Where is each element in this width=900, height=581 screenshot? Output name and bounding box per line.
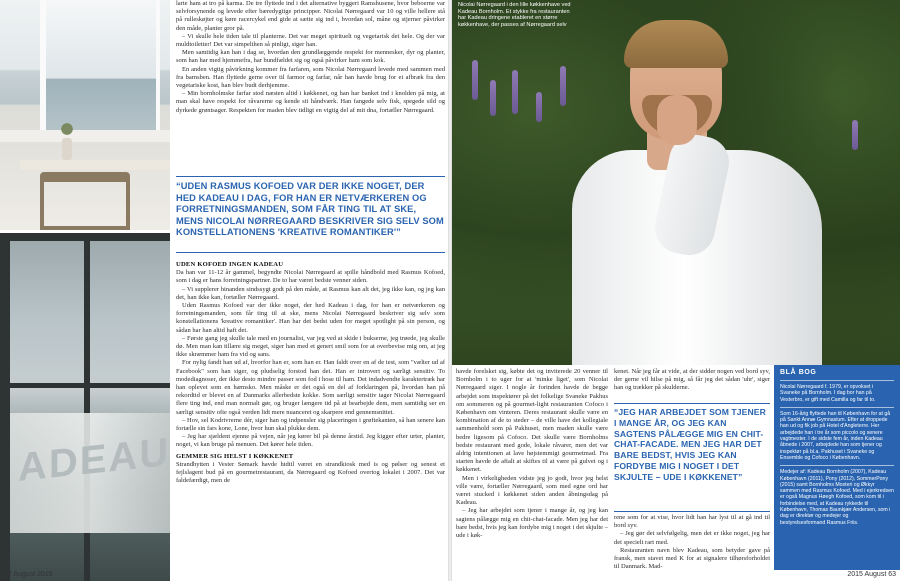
paragraph: Men i virkeligheden vidste jeg jo godt, hvor jeg helst ville være, fortæller Nørregaard, som med egne ord har været stucked i køkkenet siden anden åbningsdag på Kadeau.: [456, 474, 608, 507]
paragraph: – Jeg har arbejdet som tjener i mange år, og jeg kan sagtens pålægge mig en chit-chat-facade. Men jeg har det bare bedst, hvis jeg kan fordybe mig i noget i det skjulte – ude i køk-: [456, 507, 608, 540]
sign-letters: ADEAU: [18, 429, 170, 491]
paragraph: – Jeg har sjældent ejenne på vejen, når jeg kører bil på denne årstid. Jeg kigger efter urter, planter, noget, vi kan bruge på menuen. Det kører hele tiden.: [176, 433, 445, 449]
article-column-right-b-top: [614, 368, 770, 402]
lavender-stem: [472, 60, 478, 100]
bio-sidebar: [774, 365, 900, 570]
pull-quote-left: “UDEN RASMUS KOFOED VAR DER IKKE NOGET, DER HED KADEAU I DAG, FOR HAN ER NETVÆRKEREN OG FORRETNINGSMANDEN, SOM FÅR TING TIL AT SKE, MENS NICOLAI NØRREGAARD BESKRIVER SIG SELV SOM KONSTELLATIONENS 'KREATIVE ROMANTIKER'”: [176, 181, 444, 238]
article-column-right-a: [456, 368, 608, 572]
bio-item: Som 16-årig flyttede han til København for at gå på Sankt Annæ Gymnasium. Efter at droppede han ud og fik job på Hotel d'Angleterre. Her arbejdede han i tre år som piccolo og senere vagtmester. I de sidste fem år, inden Kadeau åbnede i 2007, arbejdede han som tjener og inspektør på bl.a. Pakhuset i Svaneke og Ensemble og Cofoco i København.: [780, 410, 891, 461]
article-column-right-b-bottom: [614, 514, 770, 572]
photo-caption: Nicolai Nørregaard i den lille køkkenhave ved Kadeau Bornholm. Et stykke fra restauranten har Kadeau dringene etableret en større køkkenhave, der passes af Nørregaard selv: [458, 2, 571, 28]
pull-quote-rule: [614, 403, 770, 404]
window-pane: [40, 0, 160, 130]
paragraph: – Jeg gør det selvfølgelig, men det er ikke noget, jeg har det specielt rart med.: [614, 530, 770, 546]
paragraph: – Min bornholmske farfar stod næsten altid i køkkenet, og han har banket ind i knolden på mig, at man skal have respekt for råvarerne og kende sit håndværk. Han fangede selv fisk, spegede sild og dyrkede grøntsager. Respekten for maden blev tidligt en vigtig del af mit dna, fortæller Nørregaard.: [176, 90, 445, 114]
vase: [62, 138, 72, 160]
table: [20, 160, 170, 170]
paragraph: Men samtidig kan han i dag se, hvordan den grundlæggende respekt for mennesker, dyr og planter, som han har med hjemmefra, har bundfældet sig og også påvirker ham som kok.: [176, 49, 445, 65]
pull-quote-rule: [176, 252, 445, 253]
bio-rule: [780, 465, 894, 466]
lavender-stem: [512, 70, 518, 114]
section-heading: UDEN KOFOED INGEN KADEAU: [176, 261, 284, 268]
kadeau-sign-photo: [0, 233, 170, 581]
paragraph: Uden Rasmus Kofoed var der ikke noget, der hed Kadeau i dag, for han er netværkeren og forretningsmanden, som får ting til at ske, mens Nicolai Nørregaard beskriver sig selv som konstellationens 'kreative romantiker'. Han har det bedst uden for meget spotlight på sin person, og sådan har han altid haft det.: [176, 302, 445, 334]
pull-quote-rule: [614, 511, 770, 512]
left-page: [0, 0, 448, 581]
paragraph: rene som for at vise, hvor lidt han har lyst til at gå ind til bord syv.: [614, 514, 770, 530]
bio-rule: [780, 407, 894, 408]
lavender-stem: [490, 80, 496, 116]
article-column-left-bottom: [176, 258, 445, 572]
chair: [40, 172, 130, 230]
chef-hair: [624, 20, 728, 68]
right-page: [452, 0, 900, 581]
paragraph: larte ham at tro på karma. De tre flyttede ind i det alternative byggeri Ramshusene, hvor beboerne var selvforsynende og levede efter bæredygtige principper. Nicolai Nørregaard var 10 og ville hellere stå på rulleskøjter og køre racercykel end gide at sætte sig ind i, hvordan sol, måne og stjerner påvirker den måde, planter gror på.: [176, 0, 445, 32]
paragraph: – Første gang jeg skulle tale med en journalist, var jeg ved at skide i bukserne, jeg trøede, jeg skulle dø. Men man kan tillære sig meget, siger han med et genert smil som for at overbevise mig om, at jeg ikke skræmmer ham fra vid og sans.: [176, 334, 445, 359]
paragraph: Strandhytten i Vester Sømark havde hidtil været en strandkiosk med is og pølser og senest et fejlslagent bud på en gourmetrestaurant, da Nørregaard og Kofoed overtog lokalet i 2007. Det var faldefærdigt, men de: [176, 460, 445, 485]
window-frame: [0, 383, 170, 388]
pull-quote-rule: [176, 176, 445, 177]
paragraph: – Vi supplerer hinanden sindssygt godt på den måde, at Rasmus kan alt det, jeg ikke kan, og jeg kan det, han ikke kan, fortæller Nørregaard.: [176, 285, 445, 301]
article-column-left-top: [176, 0, 445, 172]
window-frame: [0, 233, 10, 581]
lavender-stem: [536, 92, 542, 122]
window-frame: [0, 233, 170, 241]
page-number-right: 2015 August 63: [847, 571, 896, 578]
pull-quote-right: “JEG HAR ARBEJDET SOM TJENER I MANGE ÅR, OG JEG KAN SAGTENS PÅLÆGGE MIG EN CHIT-CHAT-FACADE. MEN JEG HAR DET BARE BEDST, HVIS JEG KAN FORDYBE MIG I NOGET I DET SKJULTE – UDE I KØKKENET”: [614, 407, 766, 482]
lavender-stem: [852, 120, 858, 150]
paragraph: For nylig fandt han ud af, hvorfor han er, som han er. Han faldt over en af de test, som "vælter ud af Facebook" som han siger, og pludselig forstod han det. Han er introvert og særligt sensitiv. To modediagnoser, der ikke desto mindre passer som fod i hose til ham. Det indadvendte karaktertræk har han oplevet som en hæmsko. Men måske er det også en del af forklaringen på, hvordan han på rekordtid er blevet en af Danmarks allerbedste kokke. Som særligt sensitiv tager Nicolai Nørregaard flere ting ind, end man normalt gør, og bruger længere tid på at bearbejde dem, men samtidig ser en særligt sensitiv ofte også verden lidt mere nuanceret og skarpere end gennemsnittet.: [176, 359, 445, 416]
chef-hand: [657, 95, 697, 145]
lavender-stem: [560, 66, 566, 106]
restaurant-window-photo: [0, 0, 170, 230]
bio-title: BLÅ BOG: [780, 369, 817, 376]
paragraph: Restauranten navn blev Kadeau, som betyder gave på fransk, men stavet med K for at signalere tilhørsforholdet til Danmark. Mad-: [614, 546, 770, 571]
bio-item: Medejer af: Kadeau Bornholm (2007), Kadeau København (2011), Pony (2012), SommerPony (2015) samt Bornholms Mosteri og Økkyr sammen med Rasmus Kofoed. Med i ejerkredsen er også Magnus Høegh Kofoed, som kom til i forbindelse med, at Kadeau rykkede til København, Thomas Baunkjær Andersen, som i dag er direktør og medejer og bestyrelsesformand Rasmus Friis.: [780, 469, 894, 526]
paragraph: – Hov, sel Kodrivrerne dér, siger han og indpensler sig placeringen i grøftekanten, så han senere kan fortælle sin fars kone, Lone, hvor hun skal plukke dem.: [176, 416, 445, 433]
page-number-left: 62 August 2015: [4, 571, 53, 578]
paragraph: – Vi skulle hele tiden tale til planterne. Det var meget spirituelt og vegetarisk det hele. Og der var muldtoiletter! Det var simpelthen så pinligt, siger han.: [176, 32, 445, 49]
paragraph: Da han var 11-12 år gammel, begyndte Nicolai Nørregaard at spille håndbold med Rasmus Kofoed, som i dag er hans forretningspartner. De to har været bedste venner siden.: [176, 269, 445, 285]
chef-portrait-photo: [452, 0, 900, 365]
section-heading: GEMMER SIG HELST I KØKKENET: [176, 452, 294, 460]
paragraph: havde forelsket sig, købte det og inviterede 20 venner til Bornholm i to uger for at 'minke liget', som Nicolai Nørregaard siger. I nogle år forinden havde de begge arbejdet som inspektører på det folkelige Svaneke Pakhus om sommeren og på gourmet-light restauranten Cofoco i København om vinteren. Deres restaurant skulle være en kombination af de to steder – de ville have det kollegiale sammenhold som på Pakhuset, men maden skulle være bedre ligesom på Cofoco. Det skulle være Bornholms bedste restaurant med gode, lokale råvarer, men det var aldrig intentionen at lave højstemmigt gourmetmad. Fra starten havde de aftalt at skiftes til at være på gulvet og i køkkenet.: [456, 368, 608, 474]
window-sill: [0, 130, 170, 142]
bio-rule: [780, 380, 894, 381]
paragraph: En anden vigtig påvirkning kommer fra farfaren, som Nicolai Nørregaard levede med sammen med fra barnsben. Han flyttede gerne over til farmor og farfar, når han havde brug for et afbræk fra den vegetariske kost, han blev budt derhjemme.: [176, 65, 445, 90]
bio-item: Nicolai Nørregaard f. 1979, er opvokset i Svaneke på Bornholm. I dag bor han på Vesterbro, er gift med Camilla og far til to.: [780, 384, 876, 403]
paragraph: kenet. Når jeg får at vide, at der sidder nogen ved bord syv, der gerne vil hilse på mig, så får jeg det sådan 'uhr', siger han og trækker på skulderne.: [614, 368, 770, 392]
flower-sprig: [58, 118, 76, 140]
